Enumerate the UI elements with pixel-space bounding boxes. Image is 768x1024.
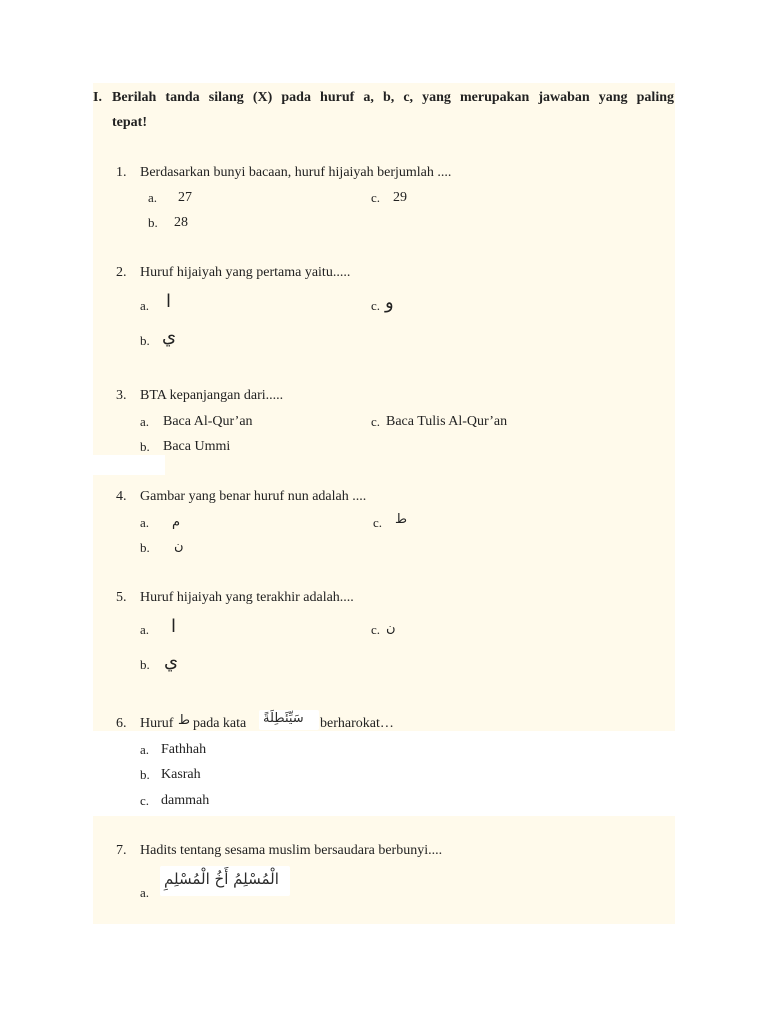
option-a-value[interactable]: م — [172, 515, 181, 530]
option-b-value[interactable]: ي — [162, 326, 177, 347]
option-c-value[interactable]: ن — [386, 621, 396, 636]
question-text: Huruf hijaiyah yang pertama yaitu..... — [140, 265, 351, 280]
option-c-label[interactable]: c. — [371, 414, 381, 429]
question-text: Hadits tentang sesama muslim bersaudara berbunyi.... — [140, 843, 443, 858]
option-c-label[interactable]: c. — [371, 622, 381, 637]
option-c-value[interactable]: و — [385, 292, 394, 313]
option-b-value[interactable]: Baca Ummi — [163, 439, 231, 454]
option-b-value[interactable]: Kasrah — [161, 767, 201, 782]
option-a-label[interactable]: a. — [140, 742, 150, 757]
question-text: BTA kepanjangan dari..... — [140, 388, 284, 403]
section-number: I. — [93, 90, 102, 105]
question-number: 4. — [116, 489, 127, 504]
shade-gap — [93, 455, 165, 475]
question-number: 3. — [116, 388, 127, 403]
option-a-value[interactable]: ا — [171, 616, 177, 637]
option-b-value[interactable]: ن — [174, 539, 184, 554]
question-text: Berdasarkan bunyi bacaan, huruf hijaiyah berjumlah .... — [140, 165, 452, 180]
option-c-label[interactable]: c. — [373, 515, 383, 530]
question-number: 2. — [116, 265, 127, 280]
question-letter: ط — [178, 713, 191, 728]
option-a-label[interactable]: a. — [140, 298, 150, 313]
option-c-label[interactable]: c. — [371, 298, 381, 313]
arabic-hadith-image[interactable] — [160, 866, 290, 896]
question-text: Gambar yang benar huruf nun adalah .... — [140, 489, 367, 504]
option-a-value[interactable]: ا — [166, 291, 172, 312]
section-instruction-line1: Berilah tanda silang (X) pada huruf a, b, c, yang merupakan jawaban yang paling — [112, 90, 674, 105]
option-c-value[interactable]: ط — [395, 512, 408, 527]
option-b-label[interactable]: b. — [140, 540, 150, 555]
option-b-label[interactable]: b. — [140, 767, 150, 782]
question-text-middle: pada kata — [193, 716, 247, 731]
question-number: 7. — [116, 843, 127, 858]
option-b-label[interactable]: b. — [140, 657, 150, 672]
option-b-label[interactable]: b. — [140, 333, 150, 348]
option-a-label[interactable]: a. — [140, 885, 150, 900]
option-a-label[interactable]: a. — [140, 622, 150, 637]
question-text: Huruf hijaiyah yang terakhir adalah.... — [140, 590, 354, 605]
section-instruction-line2: tepat! — [112, 115, 147, 130]
question-number: 6. — [116, 716, 127, 731]
option-b-value[interactable]: 28 — [174, 215, 188, 230]
question-text-after: berharokat… — [320, 716, 394, 731]
option-c-label[interactable]: c. — [371, 190, 381, 205]
option-c-value[interactable]: Baca Tulis Al-Qur’an — [386, 414, 508, 429]
option-a-value[interactable]: الْمُسْلِمُ أَخُ الْمُسْلِمِ — [164, 870, 279, 888]
option-a-value[interactable]: Fathhah — [161, 742, 207, 757]
option-a-label[interactable]: a. — [140, 414, 150, 429]
question-number: 5. — [116, 590, 127, 605]
arabic-word: سَيِّئَطِلَةً — [263, 711, 304, 726]
arabic-word-image — [259, 710, 319, 730]
option-c-label[interactable]: c. — [140, 793, 150, 808]
option-a-value[interactable]: Baca Al-Qur’an — [163, 414, 253, 429]
option-a-label[interactable]: a. — [140, 515, 150, 530]
option-c-value[interactable]: 29 — [393, 190, 407, 205]
option-b-label[interactable]: b. — [140, 439, 150, 454]
option-c-value[interactable]: dammah — [161, 793, 210, 808]
option-a-value[interactable]: 27 — [178, 190, 192, 205]
option-a-label[interactable]: a. — [148, 190, 158, 205]
option-b-value[interactable]: ي — [164, 651, 179, 672]
question-text-before: Huruf — [140, 716, 174, 731]
question-number: 1. — [116, 165, 127, 180]
option-b-label[interactable]: b. — [148, 215, 158, 230]
